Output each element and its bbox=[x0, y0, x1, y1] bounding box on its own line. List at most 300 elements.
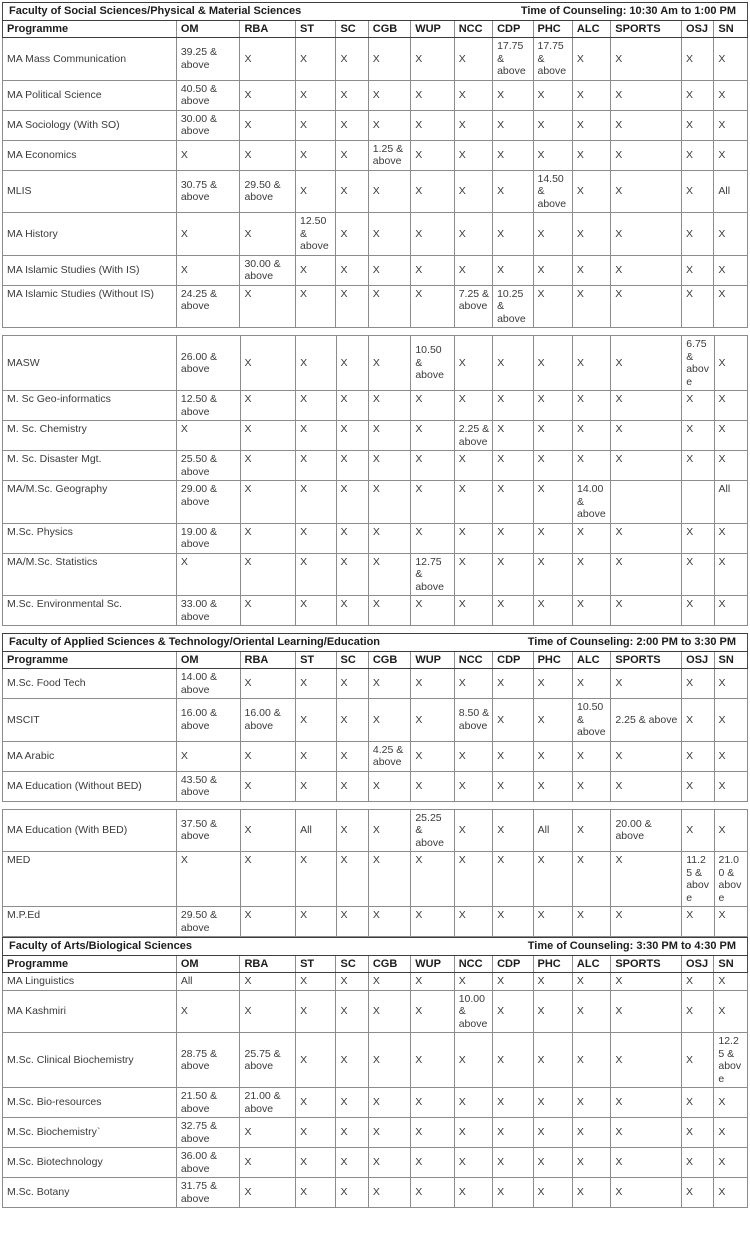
cell-sn: X bbox=[714, 523, 747, 553]
cell-alc: X bbox=[573, 523, 611, 553]
cell-ncc: X bbox=[454, 336, 492, 391]
cell-osj: X bbox=[682, 973, 714, 991]
column-header-row bbox=[3, 651, 748, 669]
cell-om: X bbox=[176, 421, 240, 451]
cell-sn: X bbox=[714, 80, 748, 110]
cell-phc: X bbox=[533, 213, 572, 256]
cell-osj: X bbox=[682, 669, 714, 699]
cell-rba: X bbox=[240, 1118, 296, 1148]
cell-osj: X bbox=[682, 1148, 714, 1178]
cell-alc: X bbox=[572, 990, 610, 1033]
cell-cgb: X bbox=[368, 1033, 410, 1088]
cell-ncc: X bbox=[454, 255, 492, 285]
cell-sc: X bbox=[336, 771, 368, 801]
cell-wup: 10.50 & above bbox=[411, 336, 454, 391]
cell-sn: X bbox=[714, 907, 747, 937]
column-header-ncc: NCC bbox=[454, 955, 492, 973]
cell-sn: All bbox=[714, 481, 747, 524]
cell-sn: X bbox=[714, 421, 747, 451]
cell-osj bbox=[682, 481, 714, 524]
faculty-header-row bbox=[3, 3, 748, 21]
cell-cdp: X bbox=[493, 80, 533, 110]
table-row bbox=[3, 973, 748, 991]
cell-sn: X bbox=[714, 38, 748, 81]
column-header-ncc: NCC bbox=[454, 651, 492, 669]
cell-st: X bbox=[296, 336, 336, 391]
cell-sc: X bbox=[336, 669, 368, 699]
cell-sn: All bbox=[714, 170, 748, 213]
cell-sports: X bbox=[611, 421, 682, 451]
column-header-cdp: CDP bbox=[493, 955, 533, 973]
cell-osj: X bbox=[682, 213, 714, 256]
cell-wup: X bbox=[411, 669, 454, 699]
cell-om: 12.50 & above bbox=[176, 391, 240, 421]
cell-cgb: X bbox=[368, 990, 410, 1033]
column-header-cdp: CDP bbox=[493, 20, 533, 38]
column-header-om: OM bbox=[176, 955, 240, 973]
cell-sc: X bbox=[336, 973, 368, 991]
column-header-wup: WUP bbox=[411, 955, 454, 973]
cell-ncc: X bbox=[454, 481, 492, 524]
cell-wup: X bbox=[411, 907, 454, 937]
cell-cdp: X bbox=[493, 140, 533, 170]
cell-ncc: 10.00 & above bbox=[454, 990, 492, 1033]
programme-name: MA Political Science bbox=[3, 80, 177, 110]
faculty-block bbox=[2, 633, 748, 802]
cell-cgb: X bbox=[368, 481, 410, 524]
cell-cdp: X bbox=[493, 213, 533, 256]
cell-sn: X bbox=[714, 699, 748, 742]
cell-phc: X bbox=[533, 285, 572, 328]
programme-name: M.Sc. Environmental Sc. bbox=[3, 596, 177, 626]
cell-phc: X bbox=[533, 391, 572, 421]
cell-cgb: X bbox=[368, 170, 410, 213]
column-header-osj: OSJ bbox=[682, 20, 714, 38]
cell-st: X bbox=[296, 1033, 336, 1088]
cell-cdp: X bbox=[493, 699, 533, 742]
cell-st: X bbox=[296, 741, 336, 771]
cell-st: X bbox=[296, 990, 336, 1033]
cell-phc: X bbox=[533, 1033, 572, 1088]
cell-sports: X bbox=[611, 907, 682, 937]
cell-sports: X bbox=[611, 38, 682, 81]
cell-phc: X bbox=[533, 451, 572, 481]
cell-phc: X bbox=[533, 80, 572, 110]
cell-sports: X bbox=[611, 1148, 682, 1178]
cell-cgb: X bbox=[368, 669, 410, 699]
cell-rba: X bbox=[240, 285, 296, 328]
cell-wup: X bbox=[411, 1088, 454, 1118]
cell-sc: X bbox=[336, 391, 368, 421]
cell-sc: X bbox=[336, 336, 368, 391]
cell-sc: X bbox=[336, 699, 368, 742]
cell-phc: X bbox=[533, 669, 572, 699]
cell-rba: 25.75 & above bbox=[240, 1033, 296, 1088]
column-header-row bbox=[3, 20, 748, 38]
cell-sports: X bbox=[611, 771, 682, 801]
cell-sports: X bbox=[611, 285, 682, 328]
cell-sc: X bbox=[336, 80, 368, 110]
cell-cdp: 17.75 & above bbox=[493, 38, 533, 81]
table-row bbox=[3, 907, 748, 937]
cell-cgb: X bbox=[368, 1178, 410, 1208]
cell-phc: X bbox=[533, 421, 572, 451]
table-row bbox=[3, 170, 748, 213]
cell-sc: X bbox=[336, 596, 368, 626]
table-row bbox=[3, 481, 748, 524]
cell-sc: X bbox=[336, 213, 368, 256]
cell-om: 33.00 & above bbox=[176, 596, 240, 626]
cell-osj: X bbox=[682, 809, 714, 852]
cell-ncc: 7.25 & above bbox=[454, 285, 492, 328]
cell-sn: X bbox=[714, 391, 747, 421]
cell-om: X bbox=[176, 990, 240, 1033]
cell-st: 12.50 & above bbox=[296, 213, 336, 256]
cell-wup: X bbox=[411, 852, 454, 907]
cell-phc: X bbox=[533, 699, 572, 742]
cell-sc: X bbox=[336, 255, 368, 285]
column-header-rba: RBA bbox=[240, 955, 296, 973]
table-row bbox=[3, 285, 748, 328]
table-row bbox=[3, 140, 748, 170]
column-header-rba: RBA bbox=[240, 651, 296, 669]
cell-sn: X bbox=[714, 213, 748, 256]
cell-ncc: X bbox=[454, 140, 492, 170]
cell-cdp: X bbox=[493, 669, 533, 699]
programme-name: M. Sc. Disaster Mgt. bbox=[3, 451, 177, 481]
cell-wup: X bbox=[411, 140, 454, 170]
cell-alc: X bbox=[573, 669, 611, 699]
cell-wup: X bbox=[411, 1178, 454, 1208]
programme-name: M.P.Ed bbox=[3, 907, 177, 937]
cell-sc: X bbox=[336, 38, 368, 81]
counseling-time: Time of Counseling: 3:30 PM to 4:30 PM bbox=[527, 940, 736, 952]
programme-name: MA Kashmiri bbox=[3, 990, 177, 1033]
programme-name: MA Economics bbox=[3, 140, 177, 170]
cell-phc: X bbox=[533, 110, 572, 140]
cell-alc: 10.50 & above bbox=[573, 699, 611, 742]
cell-sc: X bbox=[336, 741, 368, 771]
cell-osj: X bbox=[682, 170, 714, 213]
column-header-wup: WUP bbox=[411, 20, 454, 38]
cell-sports: X bbox=[611, 255, 682, 285]
cell-sports bbox=[611, 481, 682, 524]
cell-sn: X bbox=[714, 140, 748, 170]
programme-name: MA Sociology (With SO) bbox=[3, 110, 177, 140]
cell-sports: X bbox=[611, 1118, 682, 1148]
cell-rba: X bbox=[240, 391, 296, 421]
cell-sn: X bbox=[714, 451, 747, 481]
cell-om: 30.00 & above bbox=[176, 110, 240, 140]
cell-alc: X bbox=[573, 553, 611, 596]
cell-wup: X bbox=[411, 973, 454, 991]
counseling-time: Time of Counseling: 2:00 PM to 3:30 PM bbox=[527, 636, 736, 648]
cell-cdp: X bbox=[493, 170, 533, 213]
cell-sports: X bbox=[611, 973, 682, 991]
cell-osj: X bbox=[682, 699, 714, 742]
cell-sports: X bbox=[611, 170, 682, 213]
cell-wup: X bbox=[411, 523, 454, 553]
cell-ncc: X bbox=[454, 391, 492, 421]
cell-rba: X bbox=[240, 669, 296, 699]
cell-sc: X bbox=[336, 809, 368, 852]
cell-st: X bbox=[296, 170, 336, 213]
cell-rba: X bbox=[240, 990, 296, 1033]
column-header-sc: SC bbox=[336, 20, 368, 38]
cell-wup: X bbox=[411, 1118, 454, 1148]
cell-wup: X bbox=[411, 741, 454, 771]
cell-osj: 6.75 & above bbox=[682, 336, 714, 391]
cell-ncc: 2.25 & above bbox=[454, 421, 492, 451]
cell-phc: X bbox=[533, 1148, 572, 1178]
cell-sc: X bbox=[336, 553, 368, 596]
cell-st: X bbox=[296, 669, 336, 699]
cell-ncc: X bbox=[454, 596, 492, 626]
cell-rba: X bbox=[240, 38, 296, 81]
column-header-st: ST bbox=[296, 20, 336, 38]
cell-sn: X bbox=[714, 596, 747, 626]
cell-sc: X bbox=[336, 1088, 368, 1118]
cell-ncc: X bbox=[454, 771, 492, 801]
cell-phc: X bbox=[533, 140, 572, 170]
cell-sn: X bbox=[714, 990, 748, 1033]
cell-osj: X bbox=[682, 110, 714, 140]
cell-sc: X bbox=[336, 481, 368, 524]
column-header-sn: SN bbox=[714, 20, 748, 38]
cell-alc: X bbox=[572, 140, 610, 170]
cell-alc: X bbox=[573, 336, 611, 391]
cell-osj: X bbox=[682, 451, 714, 481]
cell-phc: X bbox=[533, 741, 572, 771]
faculty-header-row bbox=[3, 938, 748, 956]
cell-osj: X bbox=[682, 1118, 714, 1148]
cell-st: X bbox=[296, 391, 336, 421]
programme-name: MA Islamic Studies (With IS) bbox=[3, 255, 177, 285]
cell-st: X bbox=[296, 38, 336, 81]
cell-ncc: X bbox=[454, 170, 492, 213]
cell-alc: X bbox=[572, 1148, 610, 1178]
cell-om: X bbox=[176, 140, 240, 170]
cell-sports: X bbox=[611, 1088, 682, 1118]
cell-phc: X bbox=[533, 336, 572, 391]
table-row bbox=[3, 336, 748, 391]
cell-wup: X bbox=[411, 451, 454, 481]
cell-cdp: X bbox=[493, 809, 533, 852]
cell-wup: X bbox=[411, 170, 454, 213]
table-row bbox=[3, 38, 748, 81]
cell-st: X bbox=[296, 553, 336, 596]
cell-phc: X bbox=[533, 907, 572, 937]
cell-ncc: X bbox=[454, 809, 492, 852]
cell-cgb: X bbox=[368, 255, 410, 285]
cell-sc: X bbox=[336, 907, 368, 937]
column-header-sn: SN bbox=[714, 651, 748, 669]
cell-cgb: X bbox=[368, 596, 410, 626]
cell-rba: 29.50 & above bbox=[240, 170, 296, 213]
cell-rba: X bbox=[240, 907, 296, 937]
cell-ncc: X bbox=[454, 1178, 492, 1208]
cell-ncc: X bbox=[454, 973, 492, 991]
table-row bbox=[3, 391, 748, 421]
cell-rba: X bbox=[240, 852, 296, 907]
cell-st: X bbox=[296, 907, 336, 937]
cell-wup: X bbox=[411, 990, 454, 1033]
cell-cgb: X bbox=[368, 523, 410, 553]
cell-wup: X bbox=[411, 110, 454, 140]
column-header-prog: Programme bbox=[3, 651, 177, 669]
column-header-osj: OSJ bbox=[682, 955, 714, 973]
cell-sn: X bbox=[714, 110, 748, 140]
cell-sports: X bbox=[611, 852, 682, 907]
column-header-om: OM bbox=[176, 20, 240, 38]
column-header-prog: Programme bbox=[3, 955, 177, 973]
cell-osj: X bbox=[682, 1088, 714, 1118]
cell-alc: X bbox=[572, 213, 610, 256]
programme-name: MA Education (Without BED) bbox=[3, 771, 177, 801]
table-row bbox=[3, 1118, 748, 1148]
table-row bbox=[3, 255, 748, 285]
cell-om: 28.75 & above bbox=[176, 1033, 240, 1088]
table-row bbox=[3, 553, 748, 596]
faculty-block bbox=[2, 2, 748, 328]
table-row bbox=[3, 699, 748, 742]
table-row bbox=[3, 523, 748, 553]
table-row bbox=[3, 421, 748, 451]
cell-osj: X bbox=[682, 596, 714, 626]
cell-om: 14.00 & above bbox=[176, 669, 240, 699]
cell-alc: X bbox=[572, 38, 610, 81]
cell-phc: 17.75 & above bbox=[533, 38, 572, 81]
cell-wup: X bbox=[411, 771, 454, 801]
cell-st: X bbox=[296, 1178, 336, 1208]
cell-om: 24.25 & above bbox=[176, 285, 240, 328]
cell-cdp: X bbox=[493, 451, 533, 481]
cell-rba: X bbox=[240, 741, 296, 771]
cell-osj: X bbox=[682, 990, 714, 1033]
cell-phc: X bbox=[533, 852, 572, 907]
cell-sc: X bbox=[336, 1148, 368, 1178]
column-header-phc: PHC bbox=[533, 20, 572, 38]
cell-phc: X bbox=[533, 1118, 572, 1148]
cell-sc: X bbox=[336, 421, 368, 451]
cell-st: X bbox=[296, 596, 336, 626]
cell-ncc: X bbox=[454, 907, 492, 937]
cell-alc: X bbox=[572, 80, 610, 110]
faculty-title: Faculty of Social Sciences/Physical & Material Sciences bbox=[9, 5, 302, 17]
cell-om: 30.75 & above bbox=[176, 170, 240, 213]
cell-sn: X bbox=[714, 1178, 748, 1208]
programme-name: MA Arabic bbox=[3, 741, 177, 771]
cell-phc: X bbox=[533, 1088, 572, 1118]
cell-phc: X bbox=[533, 973, 572, 991]
column-header-osj: OSJ bbox=[682, 651, 714, 669]
cell-wup: X bbox=[411, 421, 454, 451]
cell-sn: X bbox=[714, 1118, 748, 1148]
column-header-ncc: NCC bbox=[454, 20, 492, 38]
cell-osj: X bbox=[682, 80, 714, 110]
cell-cdp: X bbox=[493, 523, 533, 553]
table-row bbox=[3, 771, 748, 801]
cell-ncc: X bbox=[454, 741, 492, 771]
cell-cgb: X bbox=[368, 110, 410, 140]
cell-sports: X bbox=[611, 669, 682, 699]
cell-cgb: X bbox=[368, 421, 410, 451]
cell-sc: X bbox=[336, 451, 368, 481]
cell-wup: 25.25 & above bbox=[411, 809, 454, 852]
faculty-block bbox=[2, 335, 748, 626]
cell-ncc: X bbox=[454, 1088, 492, 1118]
programme-name: MA/M.Sc. Geography bbox=[3, 481, 177, 524]
cell-cgb: X bbox=[368, 213, 410, 256]
cell-wup: X bbox=[411, 1033, 454, 1088]
cell-sn: 12.25 & above bbox=[714, 1033, 748, 1088]
cell-cdp: 10.25 & above bbox=[493, 285, 533, 328]
cell-ncc: X bbox=[454, 669, 492, 699]
cell-rba: X bbox=[240, 80, 296, 110]
cell-phc: X bbox=[533, 771, 572, 801]
column-header-cgb: CGB bbox=[368, 651, 410, 669]
programme-name: MLIS bbox=[3, 170, 177, 213]
cell-st: X bbox=[296, 481, 336, 524]
column-header-cgb: CGB bbox=[368, 20, 410, 38]
cell-sc: X bbox=[336, 1033, 368, 1088]
cell-cdp: X bbox=[493, 1118, 533, 1148]
cell-st: X bbox=[296, 523, 336, 553]
cell-om: 16.00 & above bbox=[176, 699, 240, 742]
cell-osj: X bbox=[682, 255, 714, 285]
cell-wup: X bbox=[411, 699, 454, 742]
cell-osj: X bbox=[682, 771, 714, 801]
cell-cgb: X bbox=[368, 1118, 410, 1148]
cell-alc: X bbox=[572, 170, 610, 213]
column-header-sn: SN bbox=[714, 955, 748, 973]
cell-st: X bbox=[296, 973, 336, 991]
faculty-title: Faculty of Arts/Biological Sciences bbox=[9, 940, 192, 952]
cell-osj: X bbox=[682, 421, 714, 451]
cell-cdp: X bbox=[493, 1148, 533, 1178]
faculty-title: Faculty of Applied Sciences & Technology/Oriental Learning/Education bbox=[9, 636, 381, 648]
cell-wup: X bbox=[411, 1148, 454, 1178]
cell-alc: X bbox=[572, 110, 610, 140]
cell-om: 36.00 & above bbox=[176, 1148, 240, 1178]
cell-sports: X bbox=[611, 596, 682, 626]
cell-rba: X bbox=[240, 809, 296, 852]
programme-name: MA History bbox=[3, 213, 177, 256]
cell-st: All bbox=[296, 809, 336, 852]
cell-sn: X bbox=[714, 973, 748, 991]
cell-rba: X bbox=[240, 336, 296, 391]
cell-wup: 12.75 & above bbox=[411, 553, 454, 596]
cell-ncc: X bbox=[454, 523, 492, 553]
cell-osj: X bbox=[682, 741, 714, 771]
cell-sports: X bbox=[611, 1178, 682, 1208]
cell-alc: X bbox=[573, 596, 611, 626]
programme-name: MA Islamic Studies (Without IS) bbox=[3, 285, 177, 328]
cell-cdp: X bbox=[493, 1178, 533, 1208]
cell-om: X bbox=[176, 255, 240, 285]
cell-sports: X bbox=[611, 451, 682, 481]
cell-cdp: X bbox=[493, 481, 533, 524]
cell-sc: X bbox=[336, 1118, 368, 1148]
cell-cgb: X bbox=[368, 852, 410, 907]
cell-st: X bbox=[296, 771, 336, 801]
cell-osj: 11.25 & above bbox=[682, 852, 714, 907]
cell-sports: X bbox=[611, 140, 682, 170]
cell-ncc: X bbox=[454, 451, 492, 481]
cell-sn: X bbox=[714, 285, 748, 328]
cell-rba: X bbox=[240, 481, 296, 524]
column-header-alc: ALC bbox=[573, 651, 611, 669]
